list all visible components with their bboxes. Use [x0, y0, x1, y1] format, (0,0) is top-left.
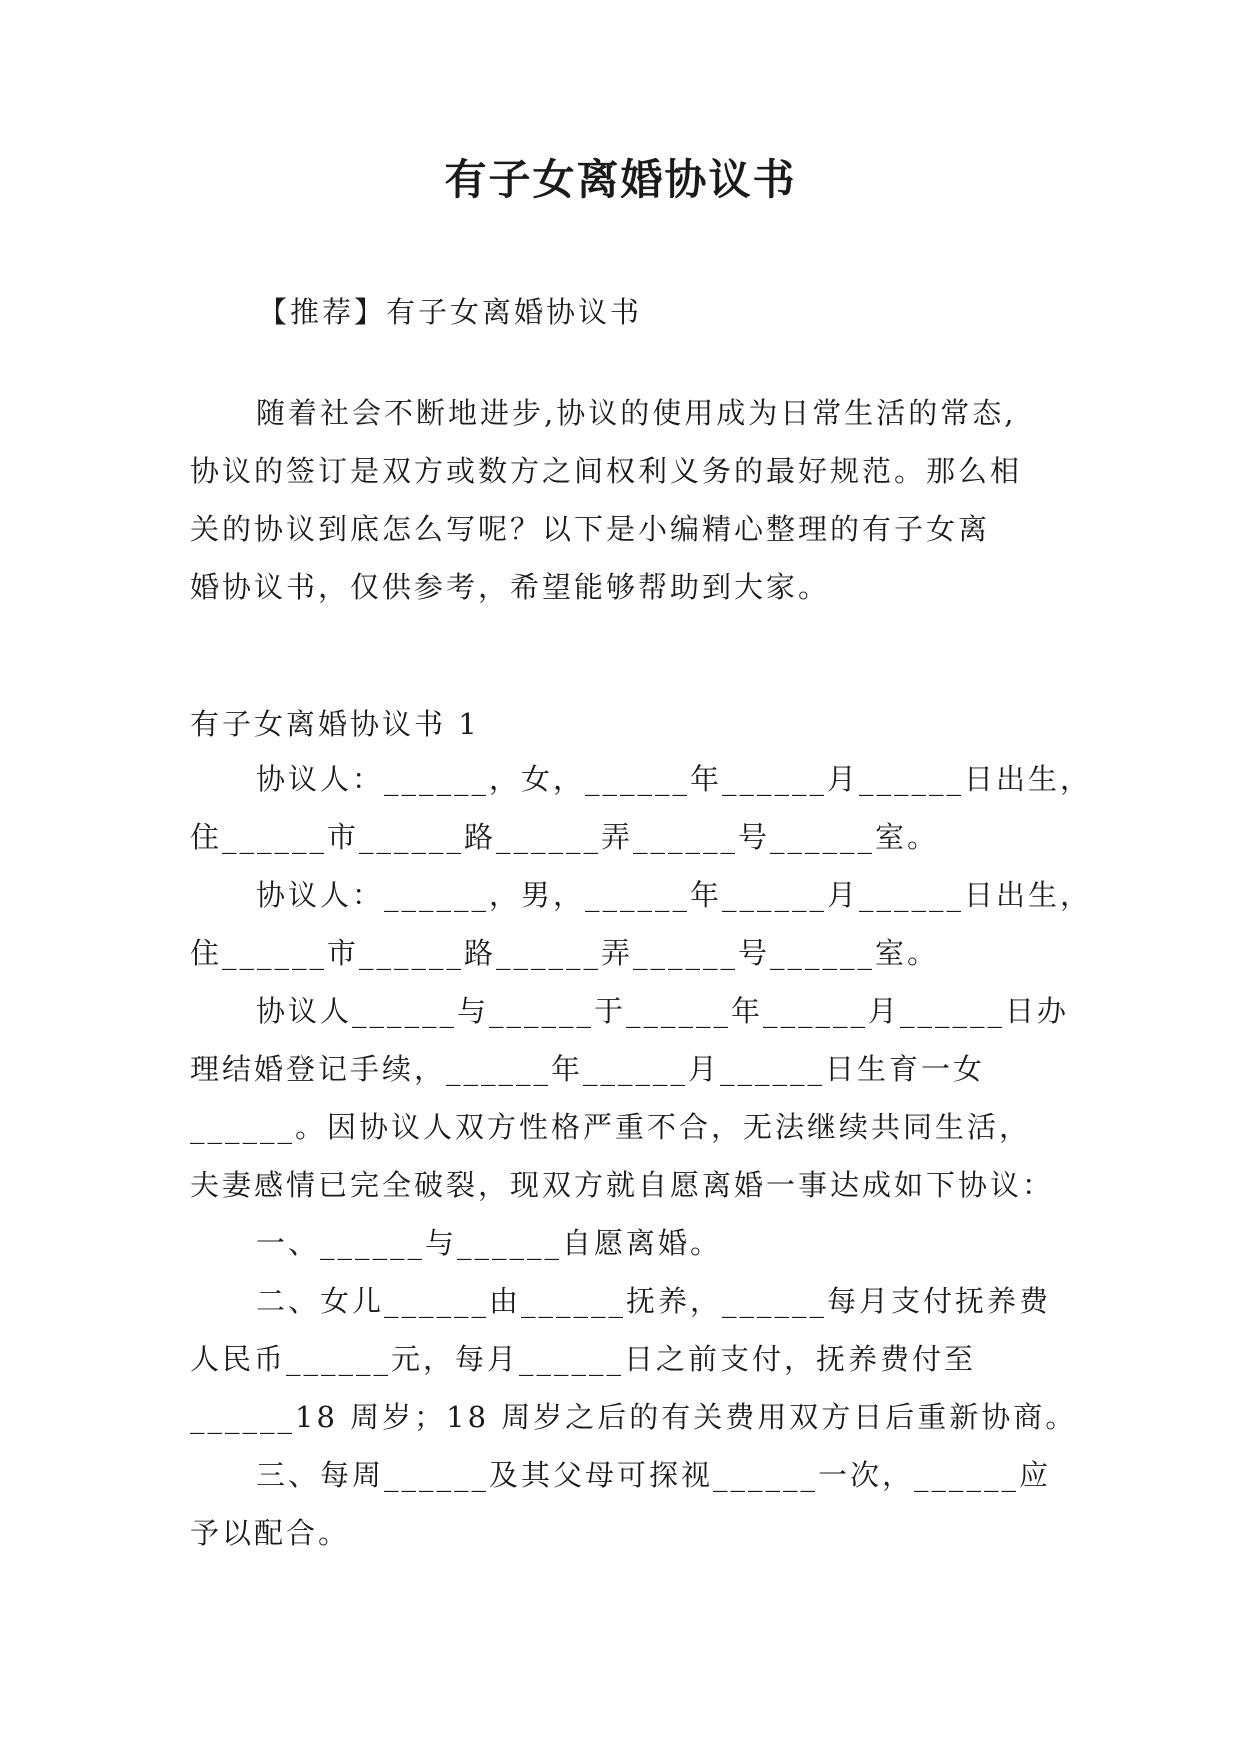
intro-line: 婚协议书，仅供参考，希望能够帮助到大家。 [190, 570, 831, 604]
body-line: 理结婚登记手续，______年______月______日生育一女 [190, 1052, 986, 1086]
body-line: 住______市______路______弄______号______室。 [190, 820, 940, 854]
body-line: 三、每周______及其父母可探视______一次，______应 [256, 1458, 1052, 1492]
body-line: 人民币______元，每月______日之前支付，抚养费付至 [190, 1342, 977, 1376]
body-line: 一、______与______自愿离婚。 [256, 1226, 723, 1260]
recommend-line: 【推荐】有子女离婚协议书 [258, 295, 643, 329]
section-title: 有子女离婚协议书 1 [190, 707, 480, 741]
body-line: 予以配合。 [190, 1516, 351, 1550]
body-line: 协议人：______，男，______年______月______日出生， [256, 878, 1093, 912]
body-line: 住______市______路______弄______号______室。 [190, 936, 940, 970]
body-line: ______。因协议人双方性格严重不合，无法继续共同生活， [190, 1110, 1032, 1144]
agreement-body [190, 750, 1093, 1562]
body-line: 二、女儿______由______抚养，______每月支付抚养费 [256, 1284, 1052, 1318]
body-line: 协议人______与______于______年______月______日办 [256, 994, 1070, 1028]
intro-line: 随着社会不断地进步,协议的使用成为日常生活的常态, [256, 396, 1017, 430]
intro-paragraph [190, 384, 1060, 616]
body-line: 协议人：______，女，______年______月______日出生， [256, 762, 1093, 796]
body-line: 夫妻感情已完全破裂，现双方就自愿离婚一事达成如下协议： [190, 1168, 1055, 1202]
intro-line: 协议的签订是双方或数方之间权利义务的最好规范。那么相 [190, 454, 1023, 488]
intro-line: 关的协议到底怎么写呢？以下是小编精心整理的有子女离 [190, 512, 991, 546]
document-title: 有子女离婚协议书 [444, 155, 797, 204]
body-line: ______18 周岁；18 周岁之后的有关费用双方日后重新协商。 [190, 1400, 1078, 1434]
